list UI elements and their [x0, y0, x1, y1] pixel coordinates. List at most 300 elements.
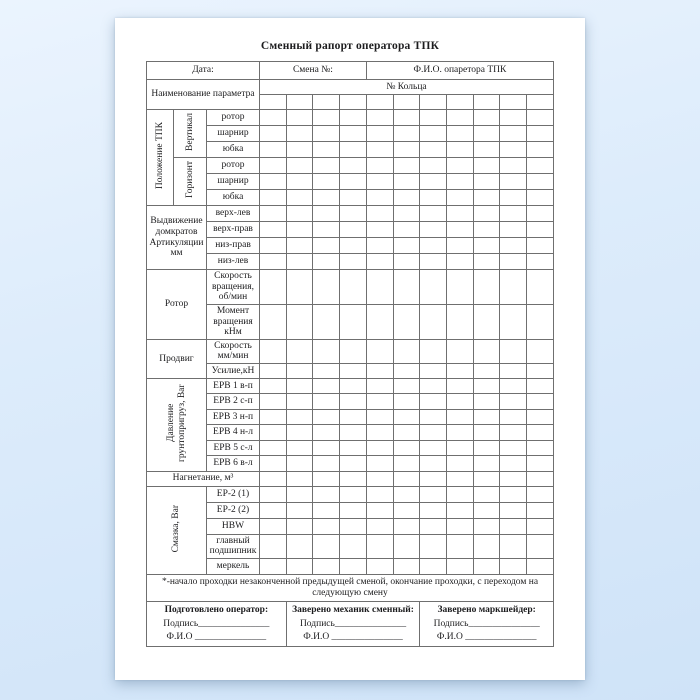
ring-data-cell	[447, 238, 474, 254]
pressure-group-label-cell	[147, 379, 207, 472]
lubrication-group-label: Смазка, Bar	[171, 504, 182, 553]
shift-label-cell: Смена №:	[260, 62, 367, 80]
position-group-label: Положение ТПК	[154, 122, 165, 190]
param-label-cell: Скорость мм/мин	[207, 339, 260, 363]
ring-data-cell	[393, 254, 420, 270]
ring-data-cell	[393, 379, 420, 394]
ring-data-cell	[420, 558, 447, 574]
ring-data-cell	[393, 364, 420, 379]
ring-data-cell	[473, 206, 500, 222]
param-label-cell: юбка	[207, 142, 260, 158]
ring-data-cell	[366, 110, 393, 126]
ring-data-cell	[473, 425, 500, 440]
ring-data-cell	[420, 409, 447, 424]
signature-line: Подпись_______________	[433, 618, 540, 629]
param-row	[147, 174, 554, 190]
ring-data-cell	[500, 440, 527, 455]
ring-data-cell	[313, 238, 340, 254]
ring-data-cell	[286, 394, 313, 409]
param-row	[147, 142, 554, 158]
ring-data-cell	[393, 174, 420, 190]
ring-data-cell	[447, 304, 474, 339]
ring-data-cell	[313, 126, 340, 142]
ring-data-cell	[527, 518, 554, 534]
ring-data-cell	[260, 254, 287, 270]
ring-data-cell	[286, 440, 313, 455]
param-label-cell: Усилие,кН	[207, 364, 260, 379]
ring-data-cell	[393, 394, 420, 409]
ring-data-cell	[447, 206, 474, 222]
param-row	[147, 254, 554, 270]
subgroup-label-cell	[174, 110, 207, 158]
param-label-cell: верх-прав	[207, 222, 260, 238]
ring-data-cell	[527, 486, 554, 502]
param-label-cell: низ-лев	[207, 254, 260, 270]
ring-data-cell	[366, 534, 393, 558]
ring-data-cell	[340, 339, 367, 363]
ring-data-cell	[500, 409, 527, 424]
param-label-cell: HBW	[207, 518, 260, 534]
ring-data-cell	[366, 206, 393, 222]
ring-data-cell	[447, 471, 474, 486]
ring-data-cell	[393, 471, 420, 486]
grouting-label-cell: Нагнетание, м³	[147, 471, 260, 486]
ring-data-cell	[366, 364, 393, 379]
ring-data-cell	[420, 270, 447, 305]
ring-data-cell	[393, 238, 420, 254]
ring-data-cell	[447, 486, 474, 502]
ring-data-cell	[447, 339, 474, 363]
ring-data-cell	[527, 304, 554, 339]
ring-data-cell	[366, 518, 393, 534]
ring-data-cell	[500, 95, 527, 110]
ring-data-cell	[340, 190, 367, 206]
ring-data-cell	[420, 158, 447, 174]
ring-data-cell	[260, 394, 287, 409]
ring-data-cell	[286, 222, 313, 238]
ring-data-cell	[260, 95, 287, 110]
ring-data-cell	[447, 456, 474, 471]
ring-data-cell	[500, 534, 527, 558]
ring-data-cell	[313, 190, 340, 206]
ring-data-cell	[527, 174, 554, 190]
ring-data-cell	[366, 158, 393, 174]
ring-data-cell	[286, 254, 313, 270]
param-row	[147, 206, 554, 222]
ring-data-cell	[393, 304, 420, 339]
ring-data-cell	[313, 456, 340, 471]
ring-data-cell	[366, 486, 393, 502]
document-page	[115, 18, 585, 680]
ring-data-cell	[500, 174, 527, 190]
ring-data-cell	[527, 379, 554, 394]
ring-data-cell	[473, 409, 500, 424]
param-row	[147, 304, 554, 339]
ring-data-cell	[366, 394, 393, 409]
name-line: Ф.И.О _______________	[166, 631, 267, 642]
ring-data-cell	[286, 95, 313, 110]
ring-data-cell	[286, 471, 313, 486]
ring-data-cell	[313, 440, 340, 455]
ring-data-cell	[340, 222, 367, 238]
ring-data-cell	[366, 222, 393, 238]
ring-data-cell	[500, 518, 527, 534]
ring-data-cell	[420, 206, 447, 222]
ring-data-cell	[473, 440, 500, 455]
ring-data-cell	[260, 190, 287, 206]
ring-data-cell	[313, 270, 340, 305]
param-row	[147, 270, 554, 305]
param-row	[147, 364, 554, 379]
param-row	[147, 126, 554, 142]
ring-data-cell	[473, 394, 500, 409]
ring-data-cell	[473, 558, 500, 574]
ring-data-cell	[366, 440, 393, 455]
param-row	[147, 440, 554, 455]
ring-data-cell	[366, 471, 393, 486]
ring-data-cell	[473, 486, 500, 502]
ring-data-cell	[313, 558, 340, 574]
ring-data-cell	[527, 254, 554, 270]
ring-data-cell	[366, 558, 393, 574]
ring-data-cell	[260, 471, 287, 486]
ring-data-cell	[527, 158, 554, 174]
param-label-cell: EPB 5 с-л	[207, 440, 260, 455]
group-label-cell	[147, 110, 174, 206]
ring-header-row	[147, 80, 554, 95]
ring-data-cell	[393, 222, 420, 238]
ring-data-cell	[366, 254, 393, 270]
ring-data-cell	[473, 518, 500, 534]
ring-data-cell	[473, 222, 500, 238]
ring-data-cell	[340, 270, 367, 305]
ring-data-cell	[473, 456, 500, 471]
ring-data-cell	[313, 425, 340, 440]
ring-data-cell	[500, 339, 527, 363]
ring-header-cell: № Кольца	[260, 80, 554, 95]
ring-data-cell	[447, 190, 474, 206]
ring-data-cell	[527, 339, 554, 363]
ring-data-cell	[313, 518, 340, 534]
ring-data-cell	[527, 425, 554, 440]
ring-data-cell	[473, 339, 500, 363]
ring-data-cell	[286, 190, 313, 206]
signature-row	[147, 601, 554, 646]
ring-data-cell	[527, 409, 554, 424]
ring-data-cell	[420, 254, 447, 270]
ring-data-cell	[393, 502, 420, 518]
ring-data-cell	[286, 270, 313, 305]
ring-data-cell	[527, 502, 554, 518]
param-row	[147, 379, 554, 394]
ring-data-cell	[420, 379, 447, 394]
ring-data-cell	[420, 486, 447, 502]
param-row	[147, 222, 554, 238]
ring-data-cell	[420, 502, 447, 518]
param-label-cell: EP-2 (2)	[207, 502, 260, 518]
ring-data-cell	[366, 456, 393, 471]
ring-data-cell	[286, 486, 313, 502]
ring-data-cell	[340, 425, 367, 440]
ring-data-cell	[393, 190, 420, 206]
param-label-cell: шарнир	[207, 126, 260, 142]
ring-data-cell	[260, 126, 287, 142]
ring-data-cell	[286, 518, 313, 534]
ring-data-cell	[500, 471, 527, 486]
param-row	[147, 409, 554, 424]
ring-data-cell	[313, 206, 340, 222]
ring-data-cell	[286, 304, 313, 339]
ring-data-cell	[447, 440, 474, 455]
ring-data-cell	[473, 304, 500, 339]
ring-data-cell	[500, 425, 527, 440]
operator-label-cell: Ф.И.О. опаретора ТПК	[366, 62, 553, 80]
ring-data-cell	[473, 534, 500, 558]
ring-data-cell	[366, 126, 393, 142]
ring-data-cell	[340, 206, 367, 222]
ring-data-cell	[260, 440, 287, 455]
param-label-cell: EPB 2 с-п	[207, 394, 260, 409]
report-table	[146, 61, 554, 647]
ring-data-cell	[527, 142, 554, 158]
ring-data-cell	[340, 534, 367, 558]
param-row	[147, 158, 554, 174]
ring-data-cell	[447, 518, 474, 534]
ring-data-cell	[313, 158, 340, 174]
signature-title: Подготовлено оператор:	[164, 605, 269, 616]
ring-data-cell	[260, 409, 287, 424]
ring-data-cell	[393, 518, 420, 534]
ring-data-cell	[447, 364, 474, 379]
ring-data-cell	[313, 409, 340, 424]
param-label-cell: EPB 3 н-п	[207, 409, 260, 424]
ring-data-cell	[420, 222, 447, 238]
ring-data-cell	[366, 142, 393, 158]
param-row	[147, 339, 554, 363]
vertical-label: Вертикал	[184, 112, 195, 151]
ring-data-cell	[447, 254, 474, 270]
ring-data-cell	[473, 270, 500, 305]
ring-data-cell	[313, 254, 340, 270]
ring-data-cell	[260, 206, 287, 222]
ring-data-cell	[340, 126, 367, 142]
ring-data-cell	[286, 110, 313, 126]
ring-data-cell	[313, 379, 340, 394]
ring-data-cell	[527, 126, 554, 142]
ring-data-cell	[500, 486, 527, 502]
param-label-cell: EPB 6 в-л	[207, 456, 260, 471]
ring-data-cell	[366, 409, 393, 424]
ring-data-cell	[527, 190, 554, 206]
ring-data-cell	[313, 142, 340, 158]
ring-data-cell	[420, 518, 447, 534]
ring-data-cell	[500, 364, 527, 379]
ring-data-cell	[447, 158, 474, 174]
ring-data-cell	[420, 425, 447, 440]
ring-data-cell	[286, 425, 313, 440]
ring-data-cell	[313, 174, 340, 190]
ring-data-cell	[340, 471, 367, 486]
ring-data-cell	[527, 238, 554, 254]
param-label-cell: верх-лев	[207, 206, 260, 222]
ring-data-cell	[313, 339, 340, 363]
ring-data-cell	[340, 456, 367, 471]
ring-data-cell	[393, 440, 420, 455]
pressure-group-label: Давление грунтопригруз, Bar	[165, 384, 187, 462]
ring-data-cell	[447, 409, 474, 424]
ring-data-cell	[527, 364, 554, 379]
ring-data-cell	[527, 222, 554, 238]
ring-data-cell	[393, 158, 420, 174]
ring-data-cell	[286, 142, 313, 158]
ring-data-cell	[500, 558, 527, 574]
signature-operator-cell	[147, 601, 287, 646]
ring-data-cell	[260, 304, 287, 339]
ring-data-cell	[260, 425, 287, 440]
ring-data-cell	[420, 174, 447, 190]
ring-data-cell	[473, 364, 500, 379]
ring-data-cell	[447, 270, 474, 305]
ring-data-cell	[473, 174, 500, 190]
ring-data-cell	[420, 110, 447, 126]
ring-data-cell	[366, 238, 393, 254]
param-row	[147, 238, 554, 254]
ring-data-cell	[313, 95, 340, 110]
ring-data-cell	[500, 142, 527, 158]
ring-data-cell	[286, 456, 313, 471]
ring-data-cell	[420, 304, 447, 339]
ring-data-cell	[527, 558, 554, 574]
ring-data-cell	[260, 174, 287, 190]
ring-data-cell	[340, 158, 367, 174]
ring-data-cell	[420, 394, 447, 409]
ring-data-cell	[286, 206, 313, 222]
document-title: Сменный рапорт оператора ТПК	[260, 40, 440, 52]
ring-data-cell	[286, 158, 313, 174]
ring-data-cell	[393, 425, 420, 440]
ring-data-cell	[500, 110, 527, 126]
ring-data-cell	[527, 471, 554, 486]
ring-data-cell	[340, 95, 367, 110]
param-row	[147, 394, 554, 409]
param-row	[147, 471, 554, 486]
ring-data-cell	[473, 471, 500, 486]
ring-data-cell	[260, 364, 287, 379]
ring-data-cell	[500, 254, 527, 270]
param-row	[147, 110, 554, 126]
signature-mechanic-cell	[286, 601, 420, 646]
signature-title: Заверено механик сменный:	[292, 605, 414, 616]
ring-data-cell	[286, 534, 313, 558]
ring-data-cell	[500, 379, 527, 394]
param-label-cell: EP-2 (1)	[207, 486, 260, 502]
ring-data-cell	[286, 126, 313, 142]
ring-data-cell	[447, 222, 474, 238]
ring-data-cell	[286, 339, 313, 363]
ring-data-cell	[340, 304, 367, 339]
ring-data-cell	[447, 379, 474, 394]
param-label-cell: главный подшипник	[207, 534, 260, 558]
ring-data-cell	[260, 518, 287, 534]
ring-data-cell	[527, 534, 554, 558]
ring-data-cell	[473, 158, 500, 174]
ring-data-cell	[340, 142, 367, 158]
ring-data-cell	[340, 518, 367, 534]
ring-data-cell	[393, 126, 420, 142]
ring-data-cell	[500, 270, 527, 305]
ring-data-cell	[500, 158, 527, 174]
ring-data-cell	[260, 534, 287, 558]
ring-data-cell	[420, 471, 447, 486]
ring-data-cell	[313, 304, 340, 339]
param-label-cell: EPB 4 н-л	[207, 425, 260, 440]
ring-data-cell	[393, 206, 420, 222]
signature-line: Подпись_______________	[299, 618, 407, 629]
param-row	[147, 190, 554, 206]
advance-group-label: Продвиг	[147, 339, 207, 378]
ring-data-cell	[447, 95, 474, 110]
ring-data-cell	[473, 238, 500, 254]
ring-data-cell	[447, 110, 474, 126]
ring-data-cell	[500, 394, 527, 409]
ring-data-cell	[393, 486, 420, 502]
param-row	[147, 558, 554, 574]
name-line: Ф.И.О _______________	[303, 631, 403, 642]
ring-data-cell	[340, 409, 367, 424]
ring-data-cell	[366, 190, 393, 206]
ring-data-cell	[500, 238, 527, 254]
ring-data-cell	[313, 534, 340, 558]
header-row	[147, 62, 554, 80]
ring-data-cell	[420, 238, 447, 254]
ring-data-cell	[393, 456, 420, 471]
ring-data-cell	[286, 558, 313, 574]
ring-data-cell	[313, 364, 340, 379]
ring-data-cell	[420, 126, 447, 142]
ring-data-cell	[286, 364, 313, 379]
ring-data-cell	[260, 379, 287, 394]
ring-data-cell	[500, 190, 527, 206]
name-line: Ф.И.О _______________	[436, 631, 537, 642]
param-row	[147, 502, 554, 518]
ring-data-cell	[286, 379, 313, 394]
ring-data-cell	[313, 471, 340, 486]
ring-data-cell	[393, 558, 420, 574]
ring-data-cell	[447, 425, 474, 440]
ring-data-cell	[366, 270, 393, 305]
ring-data-cell	[420, 440, 447, 455]
ring-data-cell	[340, 174, 367, 190]
ring-data-cell	[527, 270, 554, 305]
ring-data-cell	[260, 502, 287, 518]
subgroup-label-cell	[174, 158, 207, 206]
horizontal-label: Горизонт	[184, 161, 195, 199]
param-label-cell: Момент вращения кНм	[207, 304, 260, 339]
ring-data-cell	[473, 502, 500, 518]
ring-data-cell	[340, 394, 367, 409]
ring-data-cell	[393, 142, 420, 158]
jacks-group-label: Выдвижение домкратов Артикуляции мм	[147, 206, 207, 270]
ring-data-cell	[340, 254, 367, 270]
ring-data-cell	[313, 110, 340, 126]
ring-data-cell	[447, 394, 474, 409]
ring-data-cell	[366, 174, 393, 190]
ring-data-cell	[340, 238, 367, 254]
ring-data-cell	[366, 339, 393, 363]
param-row	[147, 456, 554, 471]
ring-data-cell	[420, 142, 447, 158]
param-label-cell: EPB 1 в-п	[207, 379, 260, 394]
